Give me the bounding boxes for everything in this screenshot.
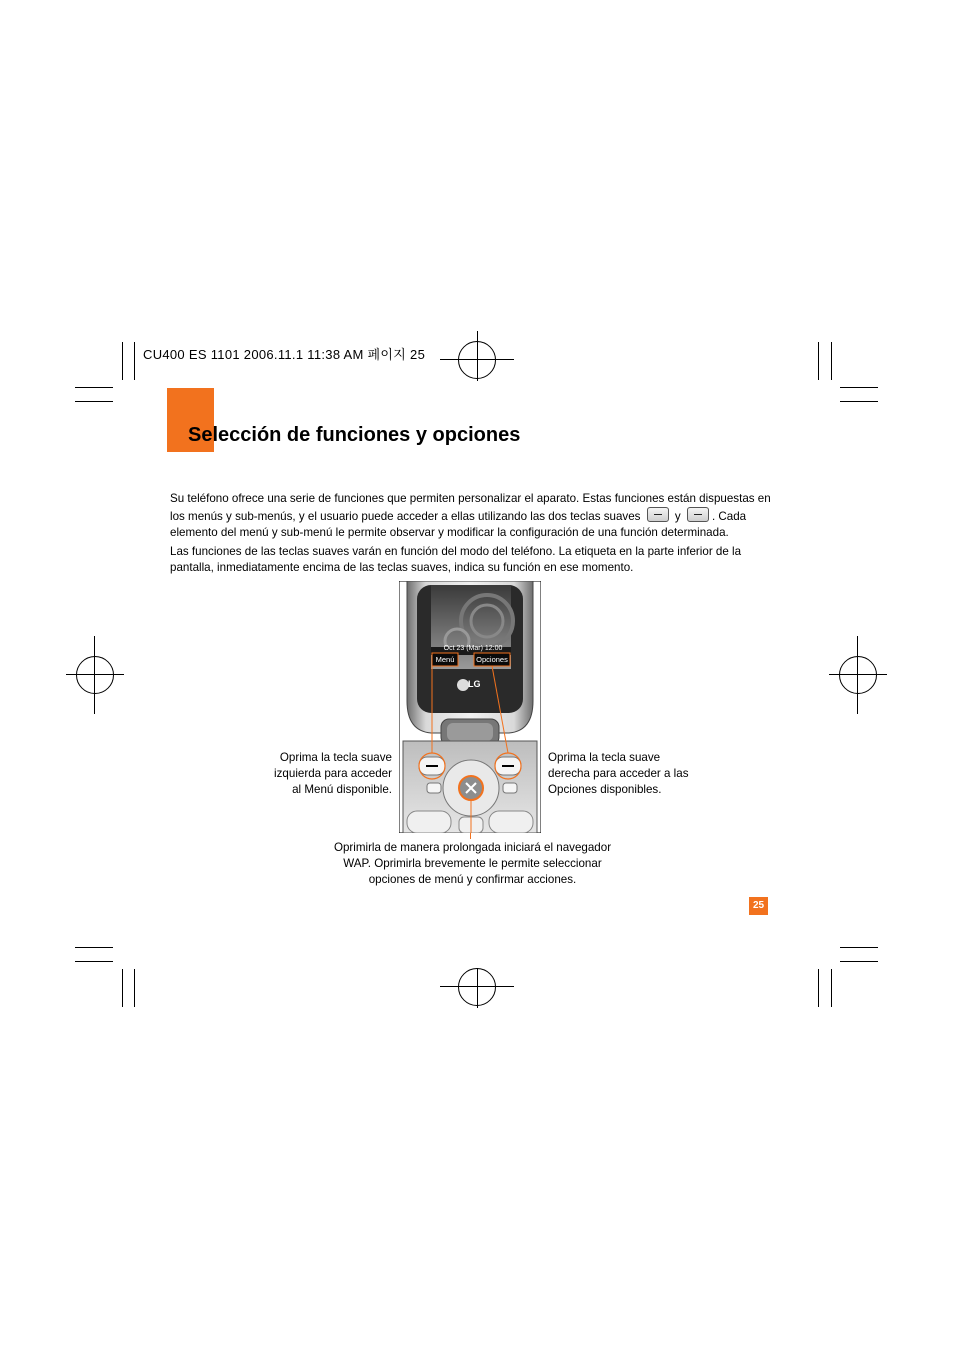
page-number: 25 — [749, 897, 768, 915]
page-title: Selección de funciones y opciones — [188, 424, 521, 446]
crop-mark — [134, 342, 135, 380]
softkey-paragraph: Las funciones de las teclas suaves varán en función del modo del teléfono. La etiqueta en la parte inferior de la pantalla, inmediatamente encima de las teclas suaves, indica su función en ese momento. — [170, 545, 742, 574]
crop-mark — [75, 401, 113, 402]
crop-mark — [840, 387, 878, 388]
left-soft-key-icon — [647, 507, 669, 522]
crop-mark — [75, 947, 113, 948]
phone-brand-logo: LG — [468, 679, 481, 689]
intro-text-start: Su teléfono ofrece una serie de funciones que permiten personalizar el aparato. Estas funciones están dispuestas en los menús y sub-menús, y el usuario puede acceder a ellas utilizando las dos teclas suaves — [170, 492, 771, 523]
phone-illustration — [399, 581, 541, 833]
crop-mark — [75, 387, 113, 388]
crop-mark — [831, 969, 832, 1007]
phone-screen-date: Oct 23 (Mar) 12:00 — [443, 645, 503, 652]
crop-mark — [818, 342, 819, 380]
crop-mark — [840, 947, 878, 948]
crop-mark — [122, 342, 123, 380]
intro-conjunction: y — [674, 510, 681, 523]
intro-paragraph — [170, 491, 772, 541]
crop-mark — [818, 969, 819, 1007]
left-softkey-caption: Oprima la tecla suave izquierda para acceder al Menú disponible. — [274, 751, 392, 796]
crop-mark — [840, 401, 878, 402]
print-header: CU400 ES 1101 2006.11.1 11:38 AM 페이지 25 — [143, 347, 426, 362]
phone-right-soft-label: Opciones — [476, 655, 508, 664]
crop-mark — [831, 342, 832, 380]
crop-mark — [134, 969, 135, 1007]
crop-mark — [840, 961, 878, 962]
crop-mark — [122, 969, 123, 1007]
right-softkey-caption: Oprima la tecla suave derecha para acceder a las Opciones disponibles. — [548, 751, 689, 796]
callout-line — [470, 833, 471, 839]
phone-left-soft-label: Menú — [435, 655, 455, 664]
ok-key-caption: Oprimirla de manera prolongada iniciará el navegador WAP. Oprimirla brevemente le permite seleccionar opciones de menú y confirmar acciones. — [333, 841, 612, 886]
crop-mark — [75, 961, 113, 962]
right-soft-key-icon — [687, 507, 709, 522]
intro-text-end: . Cada elemento del menú y sub-menú le permite observar y modificar la configuración de una función determinada. — [170, 510, 747, 539]
